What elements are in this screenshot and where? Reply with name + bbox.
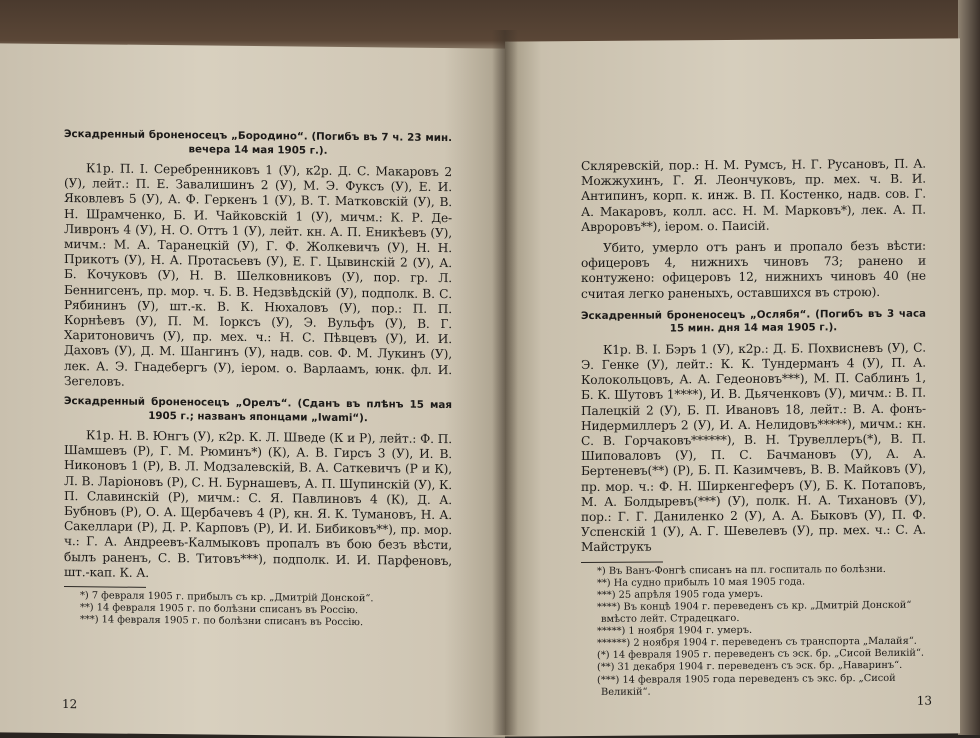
right-page-text bbox=[581, 157, 926, 699]
book-right-edge bbox=[958, 0, 980, 735]
left-footnotes bbox=[64, 590, 452, 630]
footnote: (***) 14 февраля 1905 года переведенъ съ экс. бр. „Сисой Великій“. bbox=[597, 672, 896, 698]
book-gutter bbox=[492, 30, 518, 735]
section-heading-orel: Эскадренный броненосецъ „Орелъ“. (Сданъ въ плѣнъ 15 мая 1905 г.; названъ японцами „Iwami“). bbox=[64, 395, 452, 424]
footnote: **) 14 февраля 1905 г. по болѣзни списанъ въ Россію. bbox=[80, 602, 359, 617]
footnote: **) На судно прибылъ 10 мая 1905 года. bbox=[597, 576, 806, 589]
casualties-paragraph: Убито, умерло отъ ранъ и пропало безъ вѣсти: офицеровъ 4, нижнихъ чиновъ 73; ранено и контужено: офицеровъ 12, нижнихъ чиновъ 40 (не считая легко раненыхъ, оставшихся въ строю). bbox=[581, 238, 926, 301]
footnote: ******) 2 ноября 1904 г. переведенъ съ транспорта „Малайя“. bbox=[597, 635, 917, 650]
page-number-left: 12 bbox=[62, 697, 78, 712]
footnote-divider bbox=[581, 561, 663, 563]
footnote: (**) 31 декабря 1904 г. переведенъ съ эск. бр. „Наваринъ“. bbox=[597, 660, 903, 674]
footnote: (*) 14 февраля 1905 г. переведенъ съ эск. бр. „Сисой Великій“. bbox=[597, 647, 925, 662]
section-heading-borodino: Эскадренный броненосецъ „Бородино“. (Погибъ въ 7 ч. 23 мин. вечера 14 мая 1905 г.). bbox=[64, 128, 452, 157]
right-footnotes bbox=[581, 563, 926, 698]
footnote: *) 7 февраля 1905 г. прибылъ съ кр. „Дмитрій Донской“. bbox=[80, 590, 374, 605]
left-page-text bbox=[64, 128, 452, 630]
section-heading-oslyabya: Эскадренный броненосецъ „Ослябя“. (Погибъ въ 3 часа 15 мин. дня 14 мая 1905 г.). bbox=[581, 307, 926, 335]
footnote: ***) 14 февраля 1905 г. по болѣзни списанъ въ Россію. bbox=[80, 614, 364, 629]
right-page bbox=[505, 38, 960, 736]
footnote: ***) 25 апрѣля 1905 года умеръ. bbox=[597, 588, 764, 601]
section-body-borodino: К1р. П. I. Серебренниковъ 1 (У), к2р. Д. С. Макаровъ 2 (У), лейт.: П. Е. Завалишинъ 2 (У), М. Э. Фуксъ (У), Е. И. Яковлевъ 5 (У), А. Ф. Геркенъ 1 (У), В. Т. Матковскій (У), В. Н. Шрамченко, Б. И. Чайковскій 1 (У), мичм.: К. Р. Де-Ливронъ 4 (У), Н. О. Оттъ 1 (У), лейт. кн. А. П. Еникѣевъ (У), мичм.: М. А. Таранецкій (У), Г. Ф. Жолкевичъ (У), Н. Н. Прикотъ (У), Н. А. Протасьевъ (У), Е. Г. Цывинскій 2 (У), А. Б. Кочуковъ (У), Н. В. Шелковниковъ (У), пор. гр. Л. Беннигсенъ, пр. мор. ч. Б. В. Недзвѣдскій (У), подполк. В. С. Рябининъ (У), шт.-к. В. К. Нюхаловъ (У), пор.: П. П. Корнѣевъ (У), П. М. Іорксъ (У), Э. Вульфъ (У), В. Г. Харитоновичъ (У), пр. мех. ч.: Н. С. Пѣвцевъ (У), И. И. Даховъ (У), Д. М. Шангинъ (У), надв. сов. Ф. М. Лукинъ (У), лек. А. Э. Гнадебергъ (У), іером. о. Варлаамъ, юнк. фл. И. Зегеловъ. bbox=[64, 161, 452, 389]
footnote-divider bbox=[64, 586, 146, 588]
continued-paragraph: Скляревскій, пор.: Н. М. Румсъ, Н. Г. Русановъ, П. А. Можжухинъ, Г. Я. Леончуковъ, пр. мех. ч. В. И. Антипинъ, корп. к. инж. В. П. Костенко, надв. сов. Г. А. Макаровъ, колл. асс. Н. М. Марковъ*), лек. А. П. Авроровъ**), іером. о. Паисій. bbox=[581, 156, 926, 234]
section-body-oslyabya: К1р. В. I. Бэръ 1 (У), к2р.: Д. Б. Похвисневъ (У), С. Э. Генке (У), лейт.: К. К. Тундерманъ 4 (У), П. А. Колокольцовъ, А. А. Гедеоновъ***), М. П. Саблинъ 1, Б. К. Шутовъ 1****), И. В. Дьяченковъ (У), мичм.: В. П. Палецкій 2 (У), Б. П. Ивановъ 18, лейт.: В. А. фонъ-Нидермиллеръ 2 (У), И. А. Нелидовъ*****), мичм.: кн. С. В. Горчаковъ******), В. Н. Трувеллеръ(*), В. П. Шиповаловъ (У), П. С. Бачмановъ (У), А. А. Бертеневъ(**) (Р), Б. П. Казимчевъ, В. В. Майковъ (У), пр. мор. ч.: Ф. Н. Ширкенгеферъ (У), Б. К. Потаповъ, М. А. Болдыревъ(***) (У), полк. Н. А. Тихановъ (У), пор.: Г. Г. Даниленко 2 (У), А. А. Быковъ (У), П. Ф. Успенскій 1 (У), А. Г. Шевелевъ (У), пр. мех. ч.: С. А. Майструкъ bbox=[581, 340, 926, 555]
footnote: ****) Въ концѣ 1904 г. переведенъ съ кр. „Дмитрій Донской“ вмѣсто лейт. Страдецкаго. bbox=[597, 599, 912, 625]
left-page bbox=[0, 43, 505, 737]
footnote: *****) 1 ноября 1904 г. умеръ. bbox=[597, 625, 753, 638]
page-number-right: 13 bbox=[916, 693, 932, 708]
section-body-orel: К1р. Н. В. Юнгъ (У), к2р. К. Л. Шведе (К и Р), лейт.: Ф. П. Шамшевъ (Р), Г. М. Рюминъ*) (К), А. В. Гирсъ 3 (У), И. В. Никоновъ 1 (Р), В. Л. Модзалевскій, В. А. Саткевичъ (Р и К), Л. В. Ларіоновъ (Р), С. Н. Бурнашевъ, А. П. Шупинскій (У), К. П. Славинскій (Р), мичм.: С. Я. Павлиновъ 4 (К), Д. А. Бубновъ (Р), О. А. Щербачевъ 4 (Р), кн. Я. К. Тумановъ, Н. А. Сакеллари (Р), Д. Р. Карповъ (Р), И. И. Бибиковъ**), пр. мор. ч.: Г. А. Андреевъ-Калмыковъ пропалъ въ бою безъ вѣсти, былъ раненъ, С. В. Титовъ***), подполк. И. И. Парфеновъ, шт.-кап. К. А. bbox=[64, 428, 452, 580]
footnote: *) Въ Ванъ-Фонгѣ списанъ на пл. госпиталь по болѣзни. bbox=[597, 563, 886, 577]
